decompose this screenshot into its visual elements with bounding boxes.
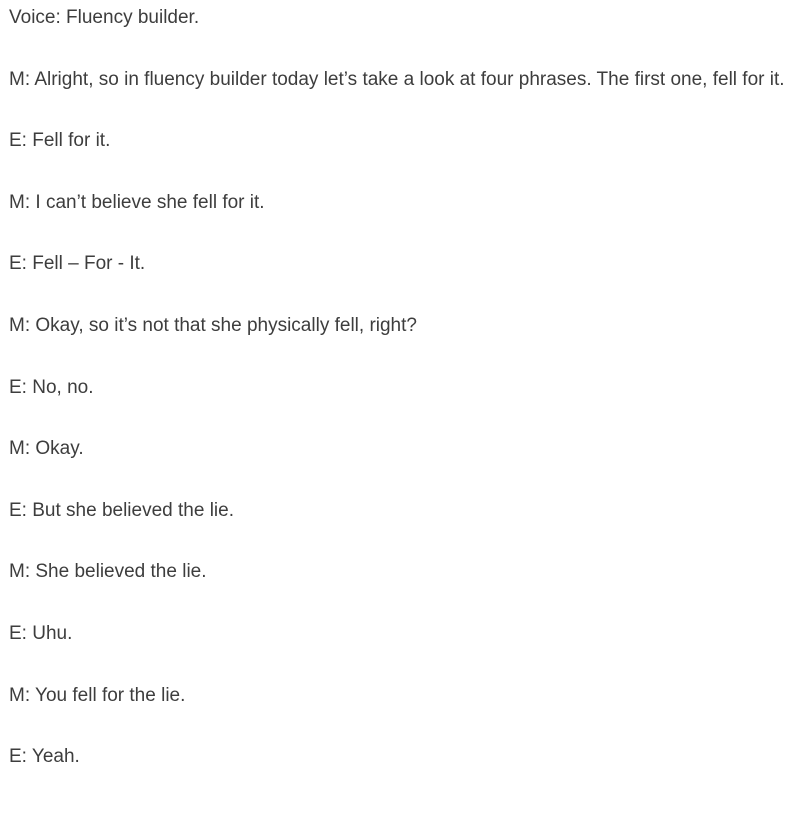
transcript-line: E: Yeah. bbox=[9, 746, 80, 768]
transcript-line: E: But she believed the lie. bbox=[9, 499, 234, 521]
transcript-line: Voice: Fluency builder. bbox=[9, 7, 200, 28]
transcript bbox=[9, 0, 789, 788]
transcript-line: M: I can’t believe she fell for it. bbox=[9, 191, 265, 213]
transcript-line: E: Uhu. bbox=[9, 622, 73, 644]
transcript-line: M: Okay. bbox=[9, 438, 84, 460]
transcript-line: E: No, no. bbox=[9, 376, 94, 398]
transcript-line: E: Fell – For - It. bbox=[9, 253, 146, 275]
transcript-line: M: She believed the lie. bbox=[9, 561, 207, 583]
transcript-line: M: Okay, so it’s not that she physically fell, right? bbox=[9, 314, 417, 336]
transcript-line: E: Fell for it. bbox=[9, 130, 111, 152]
transcript-line: M: Alright, so in fluency builder today let’s take a look at four phrases. The first one, fell for it. bbox=[9, 68, 785, 90]
transcript-line: M: You fell for the lie. bbox=[9, 684, 186, 706]
